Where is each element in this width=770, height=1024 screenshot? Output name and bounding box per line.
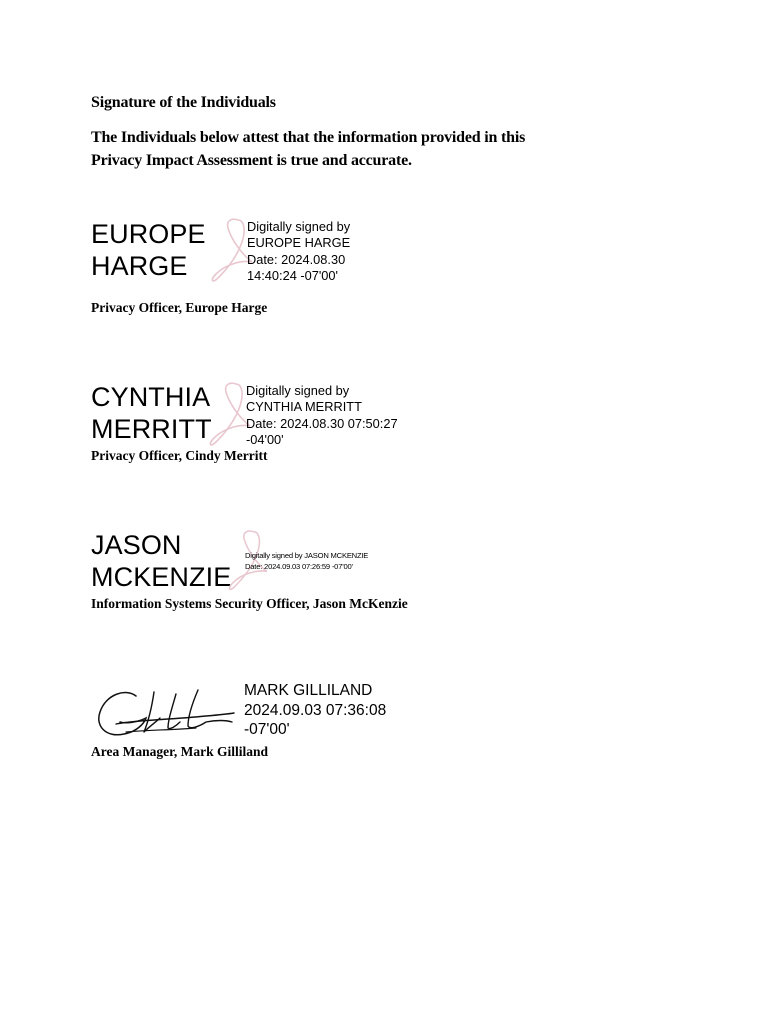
attestation-line: Privacy Impact Assessment is true and accurate. <box>91 152 412 169</box>
signature-info-line: EUROPE HARGE <box>247 235 351 251</box>
digital-signature-info <box>247 219 350 284</box>
section-heading: Signature of the Individuals <box>91 94 276 111</box>
signer-name <box>91 218 206 282</box>
signer-role: Area Manager, Mark Gilliland <box>91 744 268 759</box>
signature-info-line: CYNTHIA MERRITT <box>246 399 362 415</box>
signer-name-line: HARGE <box>91 251 188 281</box>
signer-role: Information Systems Security Officer, Jason McKenzie <box>91 596 408 611</box>
signer-name-line: EUROPE <box>91 219 206 249</box>
signature-info-line: Date: 2024.08.30 07:50:27 <box>246 415 398 431</box>
signer-role: Privacy Officer, Cindy Merritt <box>91 448 268 463</box>
signature-info-line: MARK GILLILAND <box>244 682 373 699</box>
signature-info-line: Digitally signed by <box>246 383 350 398</box>
handwritten-signature-icon <box>96 686 238 742</box>
signer-name-line: JASON <box>91 530 182 560</box>
signer-name <box>91 529 231 593</box>
signature-info-line: Date: 2024.09.03 07:26:59 -07'00' <box>245 562 353 571</box>
signature-info-line: -07'00' <box>244 721 290 738</box>
digital-signature-info <box>245 550 368 572</box>
signer-name-line: MERRITT <box>91 414 212 444</box>
signature-info-line: Digitally signed by <box>247 219 351 234</box>
attestation-statement <box>91 126 525 172</box>
signature-info-line: -04'00' <box>246 431 284 447</box>
attestation-line: The Individuals below attest that the information provided in this <box>91 129 526 146</box>
signer-name-line: CYNTHIA <box>91 382 211 412</box>
signature-info-line: 14:40:24 -07'00' <box>247 267 338 283</box>
signer-role: Privacy Officer, Europe Harge <box>91 300 268 315</box>
digital-signature-info <box>244 681 386 740</box>
signer-name-line: MCKENZIE <box>91 562 232 592</box>
signer-name <box>91 381 212 445</box>
signature-info-line: Digitally signed by JASON MCKENZIE <box>245 551 369 560</box>
signature-info-line: Date: 2024.08.30 <box>247 251 346 267</box>
digital-signature-info <box>246 383 398 448</box>
signature-info-line: 2024.09.03 07:36:08 <box>244 701 387 719</box>
